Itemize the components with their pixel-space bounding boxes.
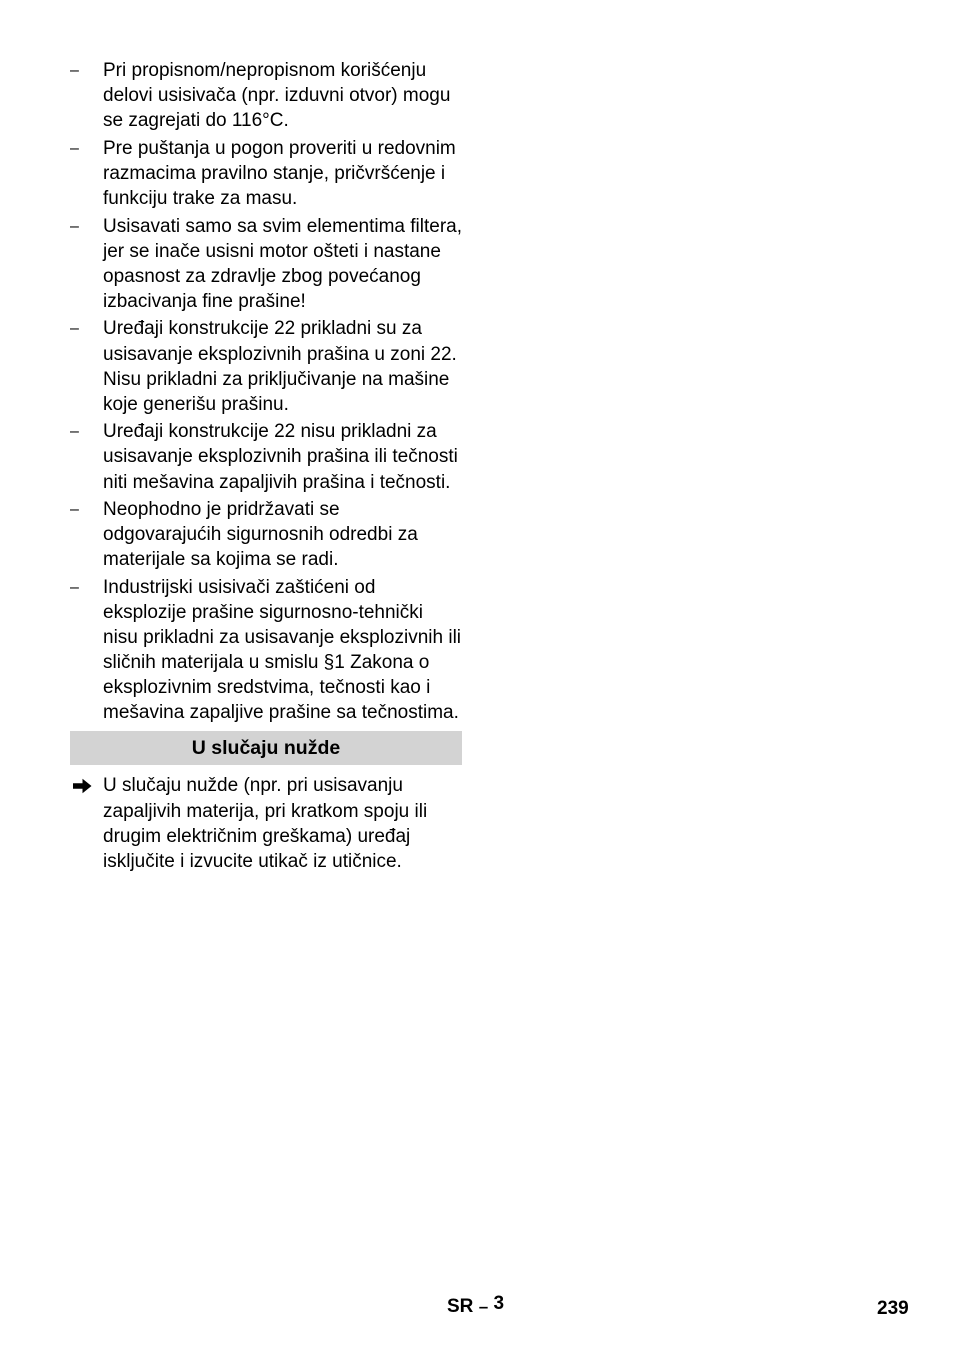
dash-marker: –	[70, 501, 79, 519]
list-item	[70, 316, 462, 416]
list-item-text: Pri propisnom/nepropisnom korišćenju delovi usisivača (npr. izduvni otvor) mogu se zagrejati do 116°C.	[103, 60, 451, 132]
footer-section-page: 3	[493, 1293, 505, 1314]
safety-list	[70, 58, 462, 725]
emergency-instruction	[70, 773, 462, 873]
list-item-text: Usisavati samo sa svim elementima filtera, jer se inače usisni motor ošteti i nastane opasnost za zdravlje zbog povećanog izbacivanja fine prašine!	[103, 215, 462, 312]
list-item	[70, 58, 462, 133]
dash-marker: –	[70, 62, 79, 79]
list-item	[70, 214, 462, 314]
arrow-right-icon	[73, 778, 92, 794]
footer-section-label	[447, 1293, 505, 1318]
list-item	[70, 419, 462, 494]
page-number: 239	[877, 1298, 909, 1319]
list-item-text: Uređaji konstrukcije 22 prikladni su za usisavanje eksplozivnih prašina u zoni 22. Nisu prikladni za priključivanje na mašine koje generišu prašinu.	[103, 318, 457, 415]
list-item	[70, 575, 462, 726]
emergency-instruction-text: U slučaju nužde (npr. pri usisavanju zapaljivih materija, pri kratkom spoju ili drugim električnim greškama) uređaj isključite i izvucite utikač iz utičnice.	[103, 775, 428, 872]
emergency-heading: U slučaju nužde	[70, 731, 462, 765]
dash-marker: –	[70, 217, 79, 235]
list-item	[70, 136, 462, 211]
main-column	[70, 58, 462, 874]
list-item-text: Neophodno je pridržavati se odgovarajućih sigurnosnih odredbi za materijale sa kojima se radi.	[103, 499, 418, 571]
dash-marker: –	[70, 320, 79, 338]
list-item-text: Uređaji konstrukcije 22 nisu prikladni za usisavanje eksplozivnih prašina ili tečnosti niti mešavina zapaljivih prašina i tečnosti.	[103, 421, 458, 493]
dash-marker: –	[70, 423, 79, 441]
dash-marker: –	[70, 578, 79, 596]
footer-language: SR	[447, 1296, 474, 1317]
list-item-text: Industrijski usisivači zaštićeni od eksplozije prašine sigurnosno-tehnički nisu prikladni za usisavanje eksplozivnih ili sličnih materijala u smislu §1 Zakona o eksplozivnim sredstvima, tečnosti kao i mešavina zapaljive prašine sa tečnostima.	[103, 576, 462, 724]
dash-marker: –	[70, 139, 79, 157]
list-item-text: Pre puštanja u pogon proveriti u redovnim razmacima pravilno stanje, pričvršćenje i funkciju trake za masu.	[103, 137, 456, 209]
list-item	[70, 497, 462, 572]
footer-separator: –	[478, 1297, 489, 1316]
